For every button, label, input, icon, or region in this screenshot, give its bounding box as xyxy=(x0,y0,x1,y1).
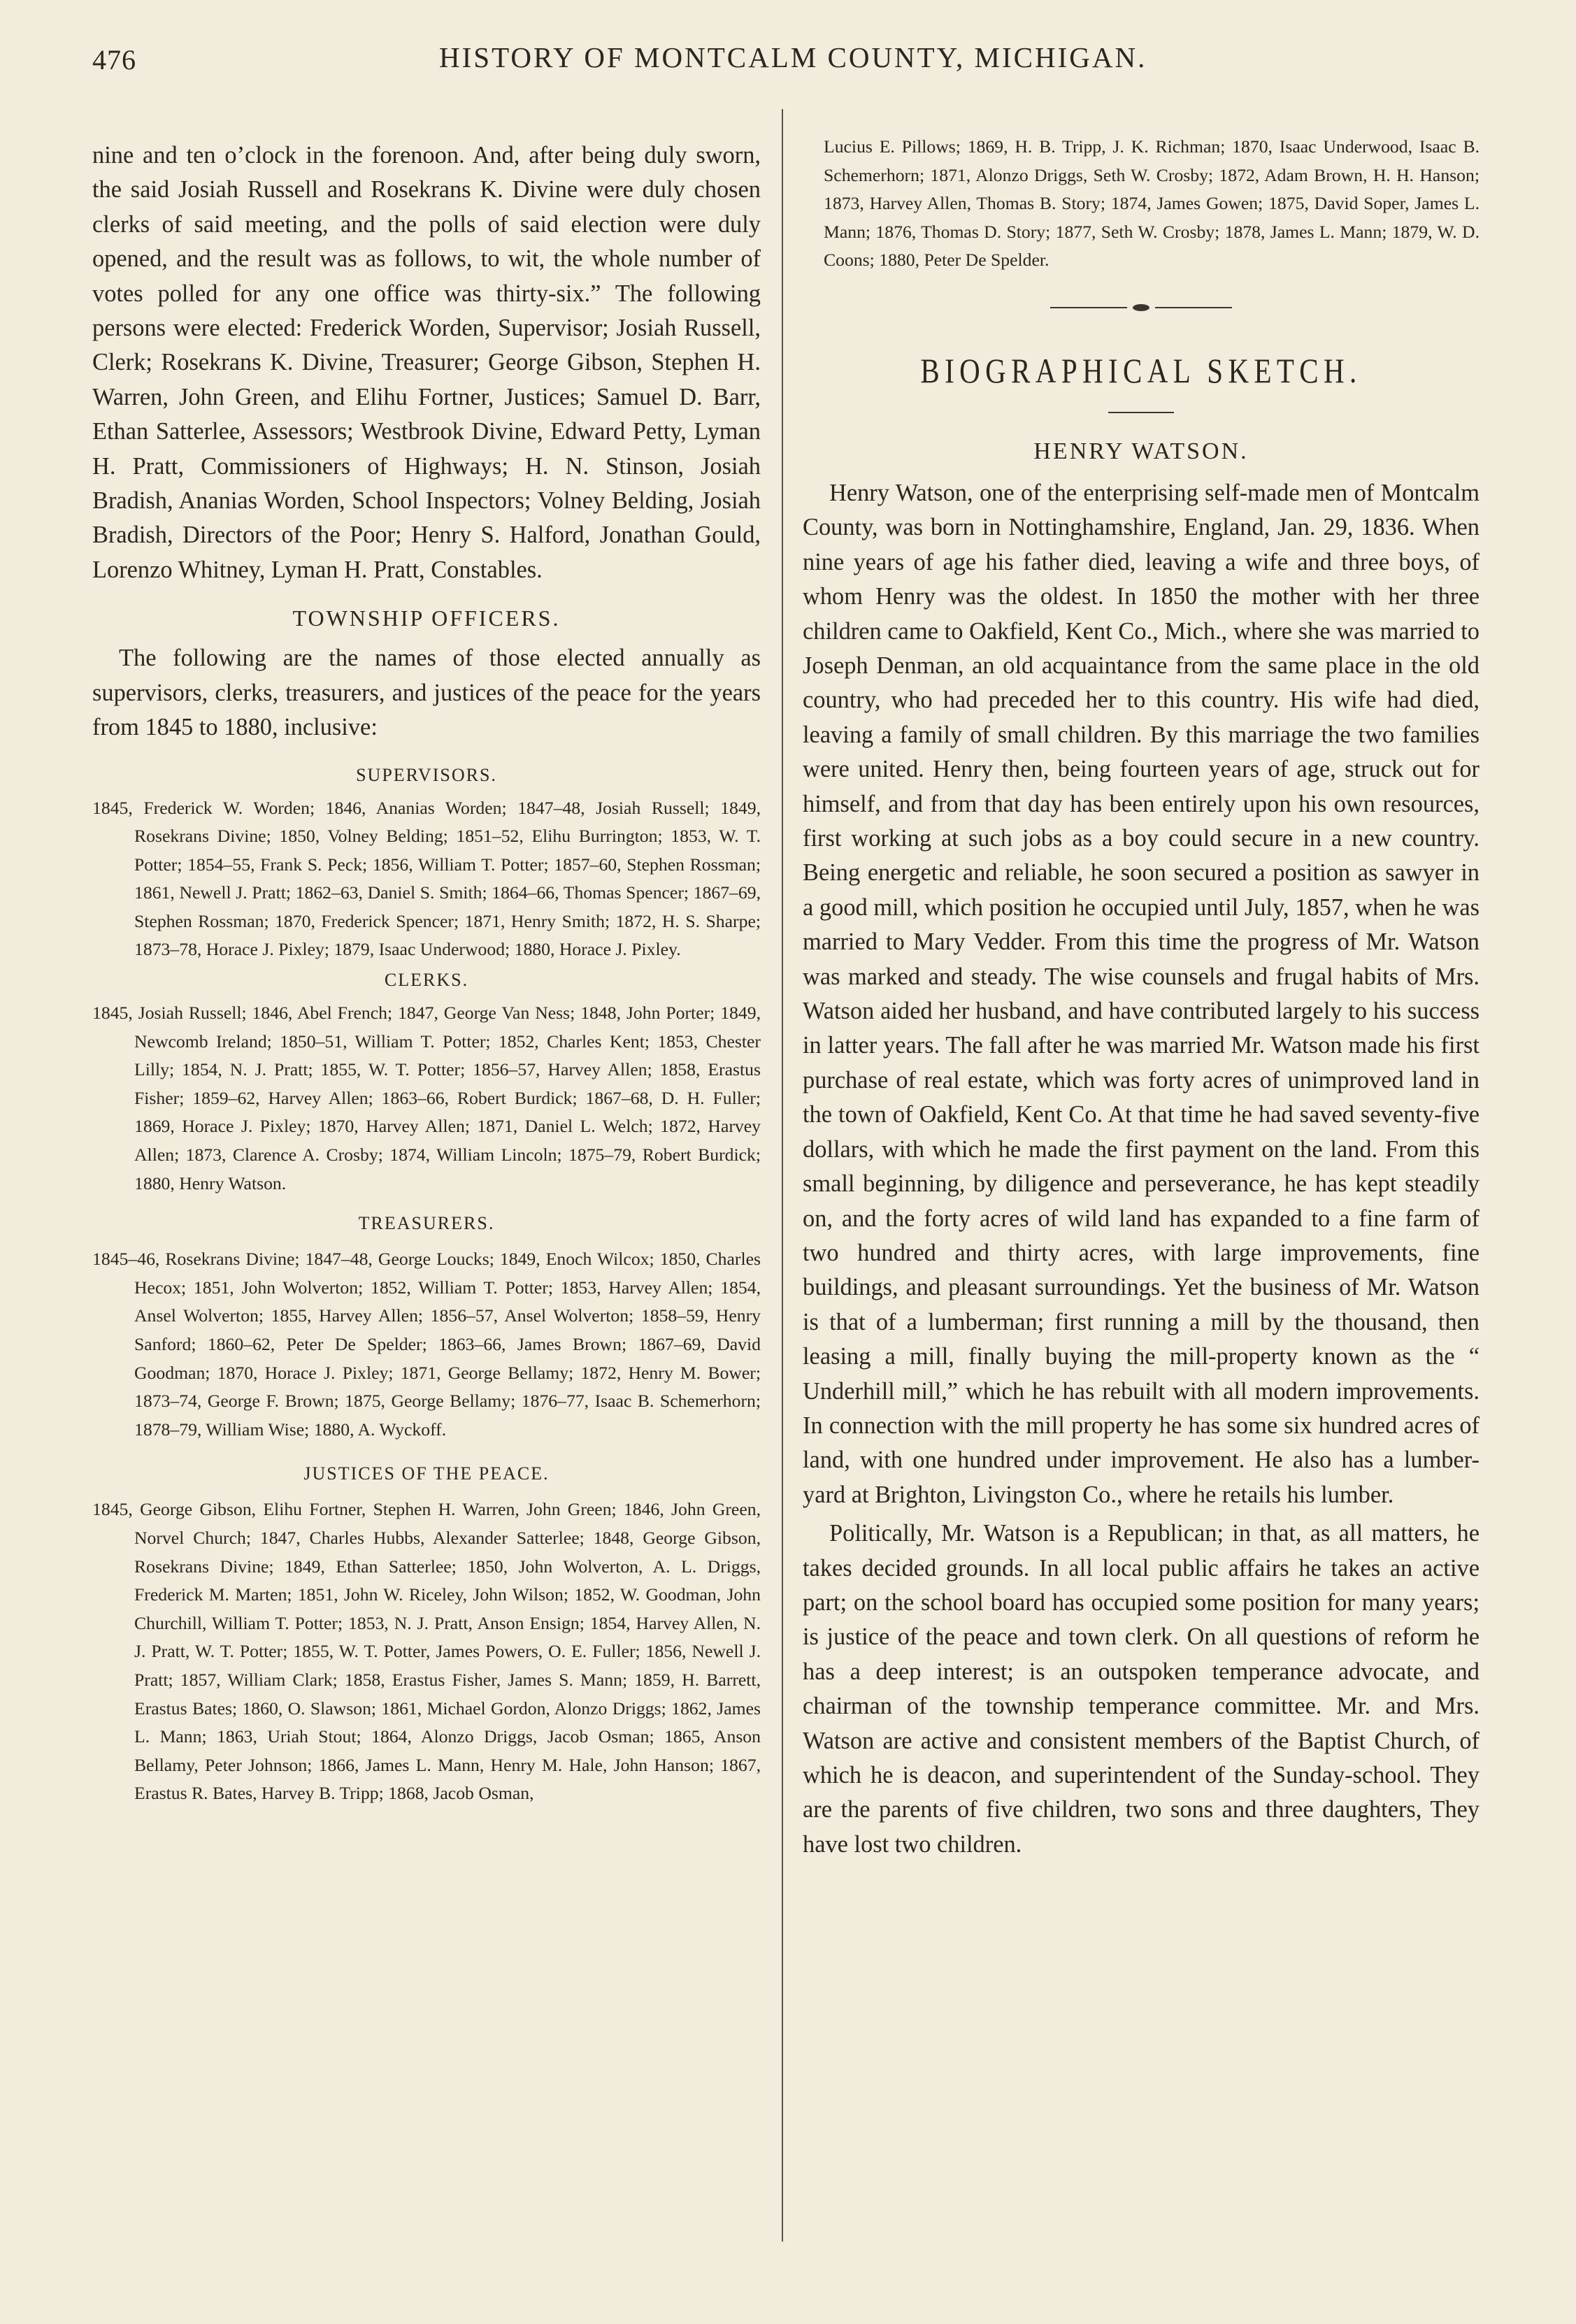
biographical-sketch-heading: BIOGRAPHICAL SKETCH. xyxy=(920,350,1362,390)
clerks-list: 1845, Josiah Russell; 1846, Abel French; 1847, George Van Ness; 1848, John Porter; 1849, Newcomb Ireland; 1850–51, William T. Potter; 1852, Charles Kent; 1853, Chester Lilly; 1854, N. J. Pratt; 1855, W. T. Potter; 1856–57, Harvey Allen; 1858, Erastus Fisher; 1859–62, Harvey Allen; 1863–66, Robert Burdick; 1867–68, D. H. Fuller; 1869, Horace J. Pixley; 1870, Harvey Allen; 1871, Daniel L. Welch; 1872, Harvey Allen; 1873, Clarence A. Crosby; 1874, William Lincoln; 1875–79, Robert Burdick; 1880, Henry Watson. xyxy=(92,1003,761,1193)
page-number: 476 xyxy=(92,44,136,76)
ornament-divider xyxy=(1050,304,1232,311)
supervisors-list: 1845, Frederick W. Worden; 1846, Ananias Worden; 1847–48, Josiah Russell; 1849, Rosekrans Divine; 1850, Volney Belding; 1851–52, Elihu Burrington; 1853, W. T. Potter; 1854–55, Frank S. Peck; 1856, William T. Potter; 1857–60, Stephen Rossman; 1861, Newell J. Pratt; 1862–63, Daniel S. Smith; 1864–66, Thomas Spencer; 1867–69, Stephen Rossman; 1870, Frederick Spencer; 1871, Henry Smith; 1872, H. S. Sharpe; 1873–78, Horace J. Pixley; 1879, Isaac Underwood; 1880, Horace J. Pixley. xyxy=(92,797,761,960)
heading-rule xyxy=(1108,412,1174,413)
justices-list-continued: Lucius E. Pillows; 1869, H. B. Tripp, J. K. Richman; 1870, Isaac Underwood, Isaac B. Schemerhorn; 1871, Alonzo Driggs, Seth W. Crosby; 1872, Adam Brown, H. H. Hanson; 1873, Harvey Allen, Thomas B. Story; 1874, James Gowen; 1875, David Soper, James L. Mann; 1876, Thomas D. Story; 1877, Seth W. Crosby; 1878, James L. Mann; 1879, W. D. Coons; 1880, Peter De Spelder. xyxy=(824,136,1480,271)
biography-paragraph-1: Henry Watson, one of the enterprising self-made men of Montcalm County, was born in Nottinghamshire, England, Jan. 29, 1836. When nine years of age his father died, leaving a wife and three boys, of whom Henry was the oldest. In 1850 the mother with her three children came to Oakfield, Kent Co., Mich., where she was married to Joseph Denman, an old acquaintance from the same place in the old country, who had preceded her to this country. His wife had died, leaving a family of small children. By this marriage the two families were united. Henry then, being fourteen years of age, struck out for himself, and from that day has been entirely upon his own resources, first working at such jobs as a boy could secure in a new country. Being energetic and reliable, he soon secured a position as sawyer in a good mill, which position he occupied until July, 1857, when he was married to Mary Vedder. From this time the progress of Mr. Watson was marked and steady. The wise counsels and frugal habits of Mrs. Watson aided her husband, and have contributed largely to his success in latter years. The fall after he was married Mr. Watson made his first purchase of real estate, which was forty acres of unimproved land in the town of Oakfield, Kent Co. At that time he had saved seventy-five dollars, with which he made the first payment on the land. From this small beginning, by diligence and perseverance, he has kept steadily on, and the forty acres of wild land has expanded to a fine farm of two hundred and thirty acres, with large improvements, fine buildings, and pleasant surroundings. Yet the business of Mr. Watson is that of a lumberman; first running a mill by the thousand, then leasing a mill, finally buying the mill-property known as the “ Underhill mill,” which he has rebuilt with all modern improvements. In connection with the mill property he has some six hundred acres of land, with one hundred under improvement. He also has a lumber-yard at Brighton, Livingston Co., where he retails his lumber. xyxy=(803,479,1480,1508)
treasurers-heading: TREASURERS. xyxy=(358,1213,495,1234)
right-column xyxy=(803,133,1480,1862)
township-officers-heading: TOWNSHIP OFFICERS. xyxy=(292,605,561,631)
township-intro-paragraph: The following are the names of those elected annually as supervisors, clerks, treasurers, and justices of the peace for the years from 1845 to 1880, inclusive: xyxy=(92,645,761,741)
treasurers-list: 1845–46, Rosekrans Divine; 1847–48, George Loucks; 1849, Enoch Wilcox; 1850, Charles Hecox; 1851, John Wolverton; 1852, William T. Potter; 1853, Harvey Allen; 1854, Ansel Wolverton; 1855, Harvey Allen; 1856–57, Ansel Wolverton; 1858–59, Henry Sanford; 1860–62, Peter De Spelder; 1863–66, James Brown; 1867–69, David Goodman; 1870, Horace J. Pixley; 1871, George Bellamy; 1872, Henry M. Bower; 1873–74, George F. Brown; 1875, George Bellamy; 1876–77, Isaac B. Schemerhorn; 1878–79, William Wise; 1880, A. Wyckoff. xyxy=(92,1249,761,1440)
justices-list: 1845, George Gibson, Elihu Fortner, Stephen H. Warren, John Green; 1846, John Green, Norvel Church; 1847, Charles Hubbs, Alexander Satterlee; 1848, George Gibson, Rosekrans Divine; 1849, Ethan Satterlee; 1850, John Wolverton, A. L. Driggs, Frederick M. Marten; 1851, John W. Riceley, John Wilson; 1852, W. Goodman, John Churchill, William T. Potter; 1853, N. J. Pratt, Anson Ensign; 1854, Harvey Allen, N. J. Pratt, W. T. Potter; 1855, W. T. Potter, James Powers, O. E. Fuller; 1856, Newell J. Pratt; 1857, William Clark; 1858, Erastus Fisher, James S. Mann; 1859, H. Barrett, Erastus Bates; 1860, O. Slawson; 1861, Michael Gordon, Alonzo Driggs; 1862, James L. Mann; 1863, Uriah Stout; 1864, Alonzo Driggs, Jacob Osman; 1865, Anson Bellamy, Peter Johnson; 1866, James L. Mann, Henry M. Hale, John Hanson; 1867, Erastus R. Bates, Harvey B. Tripp; 1868, Jacob Osman, xyxy=(92,1499,761,1804)
intro-paragraph: nine and ten o’clock in the forenoon. And, after being duly sworn, the said Josiah Russell and Rosekrans K. Divine were duly chosen clerks of said meeting, and the polls of said election were duly opened, and the result was as follows, to wit, the whole number of votes polled for any one office was thirty-six.” The following persons were elected: Frederick Worden, Supervisor; Josiah Russell, Clerk; Rosekrans K. Divine, Treasurer; George Gibson, Stephen H. Warren, John Green, and Elihu Fortner, Justices; Samuel D. Barr, Ethan Satterlee, Assessors; Westbrook Divine, Edward Petty, Lyman H. Pratt, Commissioners of Highways; H. N. Stinson, Josiah Bradish, Ananias Worden, School Inspectors; Volney Belding, Josiah Bradish, Directors of the Poor; Henry S. Halford, Jonathan Gould, Lorenzo Whitney, Lyman H. Pratt, Constables. xyxy=(92,142,761,583)
biography-paragraph-2: Politically, Mr. Watson is a Republican; in that, as all matters, he takes decided grounds. In all local public affairs he takes an active part; on the school board has occupied some position for many years; is justice of the peace and town clerk. On all questions of reform he has a deep interest; is an outspoken temperance advocate, and chairman of the township temperance committee. Mr. and Mrs. Watson are active and consistent members of the Baptist Church, of which he is deacon, and superintendent of the Sunday-school. They are the parents of five children, two sons and three daughters, They have lost two children. xyxy=(803,1520,1480,1858)
justices-heading: JUSTICES OF THE PEACE. xyxy=(303,1463,550,1484)
column-divider xyxy=(782,109,783,2241)
running-title: HISTORY OF MONTCALM COUNTY, MICHIGAN. xyxy=(439,41,1147,73)
supervisors-heading: SUPERVISORS. xyxy=(356,764,497,785)
left-column xyxy=(92,133,761,1808)
subject-name-heading: HENRY WATSON. xyxy=(1033,438,1249,464)
clerks-heading: CLERKS. xyxy=(384,970,469,991)
